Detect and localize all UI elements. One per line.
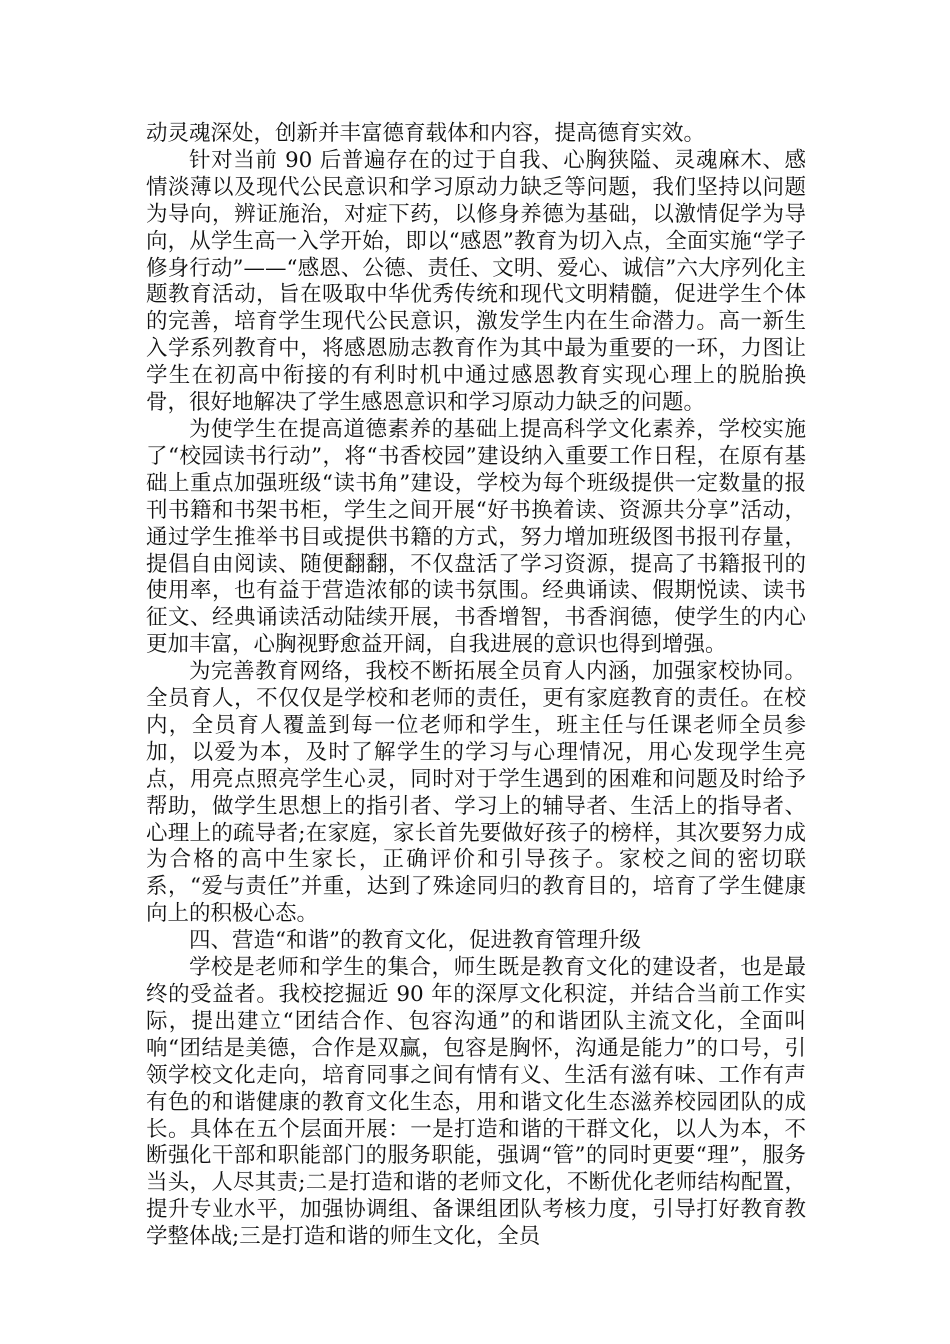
section-heading-harmony-culture: 四、营造“和谐”的教育文化，促进教育管理升级 — [189, 928, 641, 954]
paragraph-gratitude-education: 针对当前 90 后普遍存在的过于自我、心胸狭隘、灵魂麻木、感情淡薄以及现代公民意识和学习原动力缺乏等问题，我们坚持以问题为导向，辨证施治，对症下药，以修身养德为基础，以激情促学为导向，从学生高一入学开始，即以“感恩”教育为切入点，全面实施“学子修身行动”——“感恩、公德、责任、文明、爱心、诚信”六大序列化主题教育活动，旨在吸取中华优秀传统和现代文明精髓，促进学生个体的完善，培育学生现代公民意识，激发学生内在生命潜力。高一新生入学系列教育中，将感恩励志教育作为其中最为重要的一环，力图让学生在初高中衔接的有利时机中通过感恩教育实现心理上的脱胎换骨，很好地解决了学生感恩意识和学习原动力缺乏的问题。 — [146, 147, 806, 416]
paragraph-reading-campaign: 为使学生在提高道德素养的基础上提高科学文化素养，学校实施了“校园读书行动”，将“书香校园”建设纳入重要工作日程，在原有基础上重点加强班级“读书角”建设，学校为每个班级提供一定数量的报刊书籍和书架书柜，学生之间开展“好书换着读、资源共分享”活动，通过学生推举书目或提供书籍的方式，努力增加班级图书报刊存量，提倡自由阅读、随便翻翻，不仅盘活了学习资源，提高了书籍报刊的使用率，也有益于营造浓郁的读书氛围。经典诵读、假期悦读、读书征文、经典诵读活动陆续开展，书香增智，书香润德，使学生的内心更加丰富，心胸视野愈益开阔，自我进展的意识也得到增强。 — [146, 416, 806, 658]
body-text — [146, 121, 806, 1251]
paragraph-harmony-culture: 学校是老师和学生的集合，师生既是教育文化的建设者，也是最终的受益者。我校挖掘近 90 年的深厚文化积淀，并结合当前工作实际，提出建立“团结合作、包容沟通”的和谐团队主流文化，全面叫响“团结是美德，合作是双赢，包容是胸怀，沟通是能力”的口号，引领学校文化走向，培育同事之间有情有义、生活有滋有味、工作有声有色的和谐健康的教育文化生态，用和谐文化生态滋养校园团队的成长。具体在五个层面开展：一是打造和谐的干群文化，以人为本，不断强化干部和职能部门的服务职能，强调“管”的同时更要“理”，服务当头，人尽其责;二是打造和谐的老师文化，不断优化老师结构配置，提升专业水平，加强协调组、备课组团队考核力度，引导打好教育教学整体战;三是打造和谐的师生文化，全员 — [146, 955, 806, 1250]
paragraph-home-school-cooperation: 为完善教育网络，我校不断拓展全员育人内涵，加强家校协同。全员育人，不仅仅是学校和老师的责任，更有家庭教育的责任。在校内，全员育人覆盖到每一位老师和学生，班主任与任课老师全员参加，以爱为本，及时了解学生的学习与心理情况，用心发现学生亮点，用亮点照亮学生心灵，同时对于学生遇到的困难和问题及时给予帮助，做学生思想上的指引者、学习上的辅导者、生活上的指导者、心理上的疏导者;在家庭，家长首先要做好孩子的榜样，其次要努力成为合格的高中生家长，正确评价和引导孩子。家校之间的密切联系，“爱与责任”并重，达到了殊途同归的教育目的，培育了学生健康向上的积极心态。 — [146, 659, 806, 927]
paragraph-continuation: 动灵魂深处，创新并丰富德育载体和内容，提高德育实效。 — [146, 121, 706, 146]
